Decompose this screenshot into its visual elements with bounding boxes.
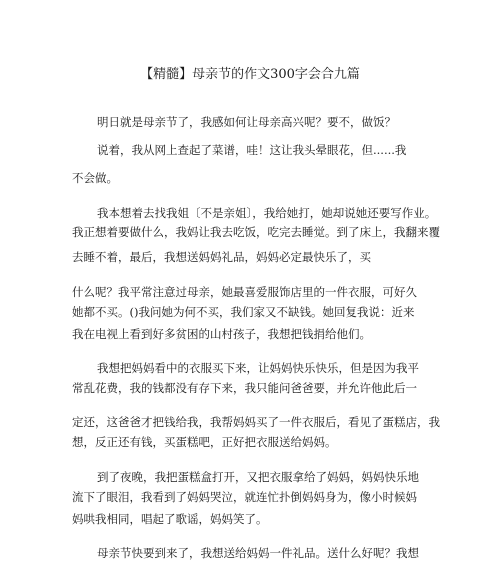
paragraph-line: 我在电视上看到好多贫困的山村孩子，我想把钱捐给他们。 [72,327,371,341]
document-title: 【精髓】母亲节的作文300字会合九篇 [140,67,360,82]
paragraph-line: 我本想着去找我姐〔不是亲姐〕，我给她打，她却说她还要写作业。 [97,206,437,220]
paragraph-line: 她都不买。()我问她为何不买，我们家又不缺钱。她回复我说：近来 [72,305,415,319]
paragraph-line: 我正想着要做什么，我妈让我去吃饭，吃完去睡觉。到了床上，我翻来覆 [72,225,440,239]
paragraph-line: 想，反正还有钱，买蛋糕吧，正好把衣服送给妈妈。 [72,435,337,449]
paragraph-line: 流下了眼泪，我看到了妈妈哭泣，就连忙扑倒妈妈身为，像小时候妈 [72,490,417,504]
paragraph-line: 明日就是母亲节了，我感如何让母亲高兴呢？要不，做饭？ [97,115,396,129]
paragraph-line: 定还，这爸爸才把钱给我，我帮妈妈买了一件衣服后，看见了蛋糕店，我 [72,415,440,429]
paragraph-line: 去睡不着，最后，我想送妈妈礼品，妈妈必定最快乐了，买 [72,250,371,264]
paragraph-line: 说着，我从网上查起了菜谱，哇！这让我头晕眼花，但......我 [97,143,407,157]
paragraph-line: 到了夜晚，我把蛋糕盒打开，又把衣服拿给了妈妈，妈妈快乐地 [97,470,419,484]
paragraph-line: 常乱花费，我的钱都没有存下来，我只能问爸爸要，并允许他此后一 [72,381,417,395]
paragraph-line: 我想把妈妈看中的衣服买下来，让妈妈快乐快乐，但是因为我平 [97,361,419,375]
paragraph-line: 不会做。 [72,171,118,185]
paragraph-line: 妈哄我相同，唱起了歌谣，妈妈笑了。 [72,512,268,526]
paragraph-line: 母亲节快要到来了，我想送给妈妈一件礼品。送什么好呢？我想 [97,546,419,560]
paragraph-line: 什么呢？我平常注意过母亲，她最喜爱服饰店里的一件衣服，可好久 [72,285,417,299]
